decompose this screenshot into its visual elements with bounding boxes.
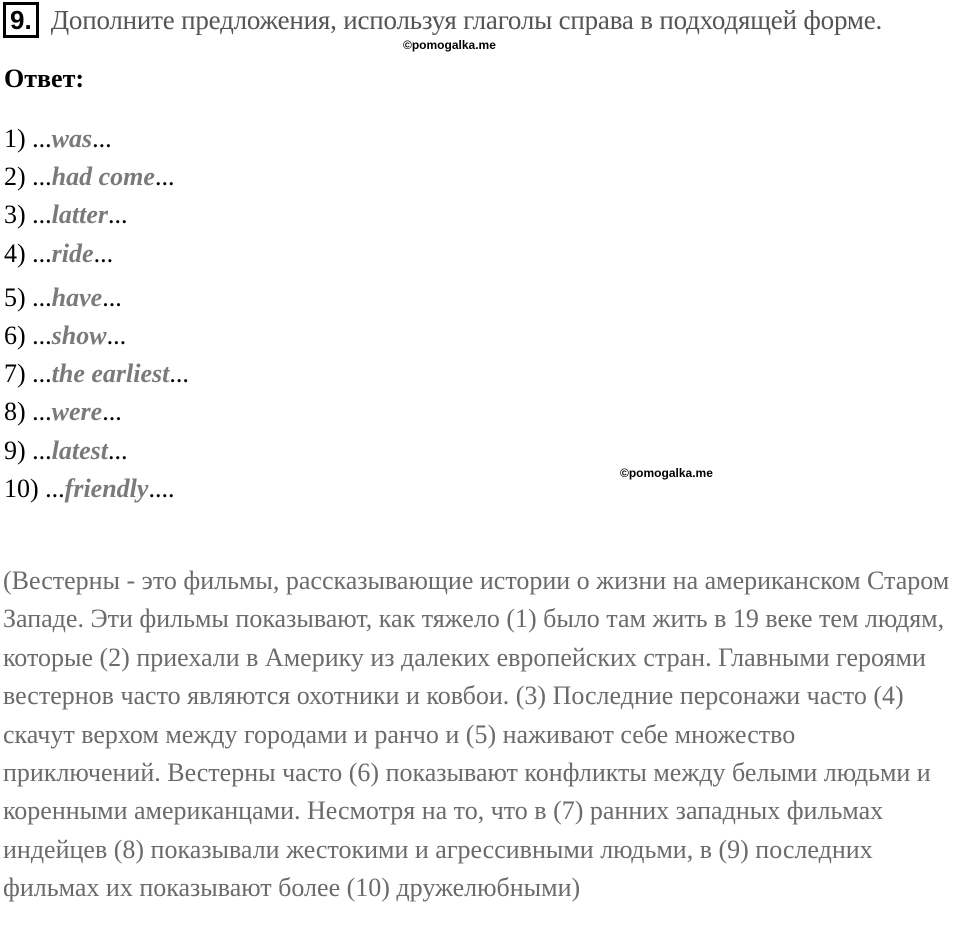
answer-suffix: ...	[154, 162, 175, 192]
answer-suffix: ...	[108, 200, 128, 230]
watermark: ©pomogalka.me	[620, 466, 713, 480]
task-instruction: Дополните предложения, используя глаголы справа в подходящей форме.	[50, 4, 883, 35]
answer-word: have	[51, 282, 103, 312]
answer-word: latter	[51, 200, 109, 230]
answer-item	[4, 470, 189, 508]
answer-item	[4, 196, 189, 234]
answer-suffix: ...	[93, 238, 114, 268]
answer-number: 6) ...	[4, 321, 52, 351]
answer-item	[4, 317, 189, 355]
answer-number: 5) ...	[4, 282, 52, 312]
answer-word: had come	[51, 162, 155, 192]
answer-suffix: ...	[102, 397, 122, 427]
answer-number: 10) ...	[4, 473, 65, 503]
task-number: 9.	[3, 2, 39, 38]
answer-word: ride	[51, 238, 94, 268]
answer-number: 1) ...	[4, 124, 52, 153]
answer-item	[4, 355, 189, 393]
answer-item	[4, 279, 189, 317]
answer-word: were	[51, 397, 103, 427]
answer-number: 9) ...	[4, 435, 52, 465]
answer-list	[4, 120, 189, 508]
answer-word: show	[51, 321, 107, 351]
answer-suffix: ...	[92, 124, 112, 153]
answer-number: 2) ...	[4, 162, 52, 192]
answer-suffix: ....	[148, 473, 175, 503]
translation-paragraph: (Вестерны - это фильмы, рассказывающие истории о жизни на американском Старом Западе. Эти фильмы показывают, как тяжело (1) было там жить в 19 веке тем людям, которые (2) приехали в Америку из далеких европейских стран. Главными героями вестернов часто являются охотники и ковбои. (3) Последние персонажи часто (4) скачут верхом между городами и ранчо и (5) наживают себе множество приключений. Вестерны часто (6) показывают конфликты между белыми людьми и коренными американцами. Несмотря на то, что в (7) ранних западных фильмах индейцев (8) показывали жестокими и агрессивными людьми, в (9) последних фильмах их показывают более (10) дружелюбными)	[3, 566, 950, 903]
answer-item	[4, 158, 189, 196]
task-header	[3, 2, 882, 38]
answer-suffix: ...	[108, 435, 128, 465]
answer-number: 7) ...	[4, 359, 52, 389]
answer-heading: Ответ:	[4, 64, 85, 93]
answer-item	[4, 432, 189, 470]
answer-number: 8) ...	[4, 397, 52, 427]
answer-word: latest	[51, 435, 109, 465]
answer-word: was	[51, 124, 93, 153]
answer-item	[4, 120, 189, 158]
answer-word: friendly	[64, 473, 149, 503]
answer-number: 4) ...	[4, 238, 52, 268]
answer-suffix: ...	[106, 321, 127, 351]
answer-item	[4, 235, 189, 273]
watermark: ©pomogalka.me	[403, 38, 496, 52]
answer-suffix: ...	[169, 359, 189, 389]
answer-item	[4, 393, 189, 431]
answer-word: the earliest	[51, 359, 170, 389]
answer-number: 3) ...	[4, 200, 52, 230]
answer-suffix: ...	[102, 282, 122, 312]
